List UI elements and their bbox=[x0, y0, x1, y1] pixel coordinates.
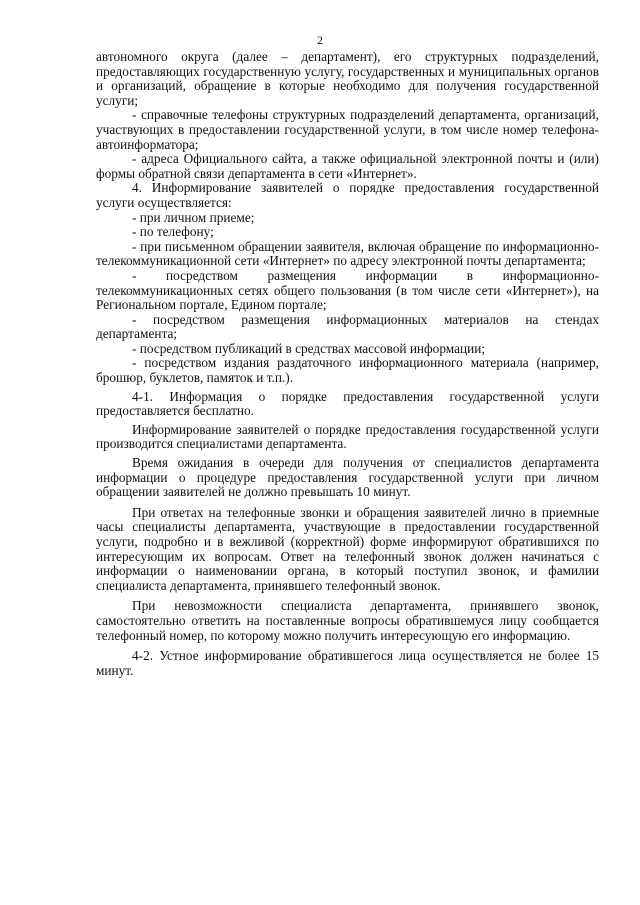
paragraph-handouts: - посредством издания раздаточного информационного материала (например, брошюр, буклетов, памяток и т.п.). bbox=[96, 355, 599, 386]
paragraph-phone-calls: При ответах на телефонные звонки и обращения заявителей лично в приемные часы специалисты департамента, участвующие в предоставлении государственной услуги, подробно и в вежливой (корректной) форме информируют обратившихся по интересующим их вопросам. Ответ на телефонный звонок должен начинаться с информации о наименовании органа, в который поступил звонок, и фамилии специалиста департамента, принявшего телефонный звонок. bbox=[96, 504, 599, 593]
document-body bbox=[96, 50, 599, 678]
page-number: 2 bbox=[317, 33, 323, 47]
paragraph-item-4-2: 4-2. Устное информирование обратившегося лица осуществляется не более 15 минут. bbox=[96, 648, 599, 678]
paragraph-networks: - посредством размещения информации в информационно-телекоммуникационных сетях общего пользования (в том числе сети «Интернет»), на Региональном портале, Едином портале; bbox=[96, 267, 599, 313]
paragraph-stands: - посредством размещения информационных материалов на стендах департамента; bbox=[96, 311, 599, 342]
paragraph-continuation: автономного округа (далее – департамент), его структурных подразделений, предоставляющих государственную услугу, государственных и муниципальных органов и организаций, обращение в которые необходимо для получения государственной услуги; bbox=[96, 49, 599, 108]
paragraph-written: - при письменном обращении заявителя, включая обращение по информационно-телекоммуникационной сети «Интернет» по адресу электронной почты департамента; bbox=[96, 238, 599, 269]
paragraph-personal: - при личном приеме; bbox=[132, 209, 255, 225]
paragraph-item-4-1: 4-1. Информация о порядке предоставления государственной услуги предоставляется бесплатно. bbox=[96, 388, 599, 419]
paragraph-specialists: Информирование заявителей о порядке предоставления государственной услуги производится специалистами департамента. bbox=[96, 421, 599, 452]
paragraph-waiting-time: Время ожидания в очереди для получения от специалистов департамента информации о процедуре предоставления государственной услуги при личном обращении заявителей не должно превышать 10 минут. bbox=[96, 455, 599, 500]
paragraph-redirect: При невозможности специалиста департамента, принявшего звонок, самостоятельно ответить на поставленные вопросы обратившемуся лицу сообщается телефонный номер, по которому можно получить интересующую его информацию. bbox=[96, 598, 599, 643]
paragraph-phones: - справочные телефоны структурных подразделений департамента, организаций, участвующих в предоставлении государственной услуги, в том числе номер телефона-автоинформатора; bbox=[96, 107, 599, 152]
paragraph-addresses: - адреса Официального сайта, а также официальной электронной почты и (или) формы обратной связи департамента в сети «Интернет». bbox=[96, 151, 599, 181]
paragraph-item-4: 4. Информирование заявителей о порядке предоставления государственной услуги осуществляется: bbox=[96, 180, 599, 210]
paragraph-media: - посредством публикаций в средствах массовой информации; bbox=[132, 340, 486, 356]
paragraph-phone: - по телефону; bbox=[132, 224, 214, 240]
